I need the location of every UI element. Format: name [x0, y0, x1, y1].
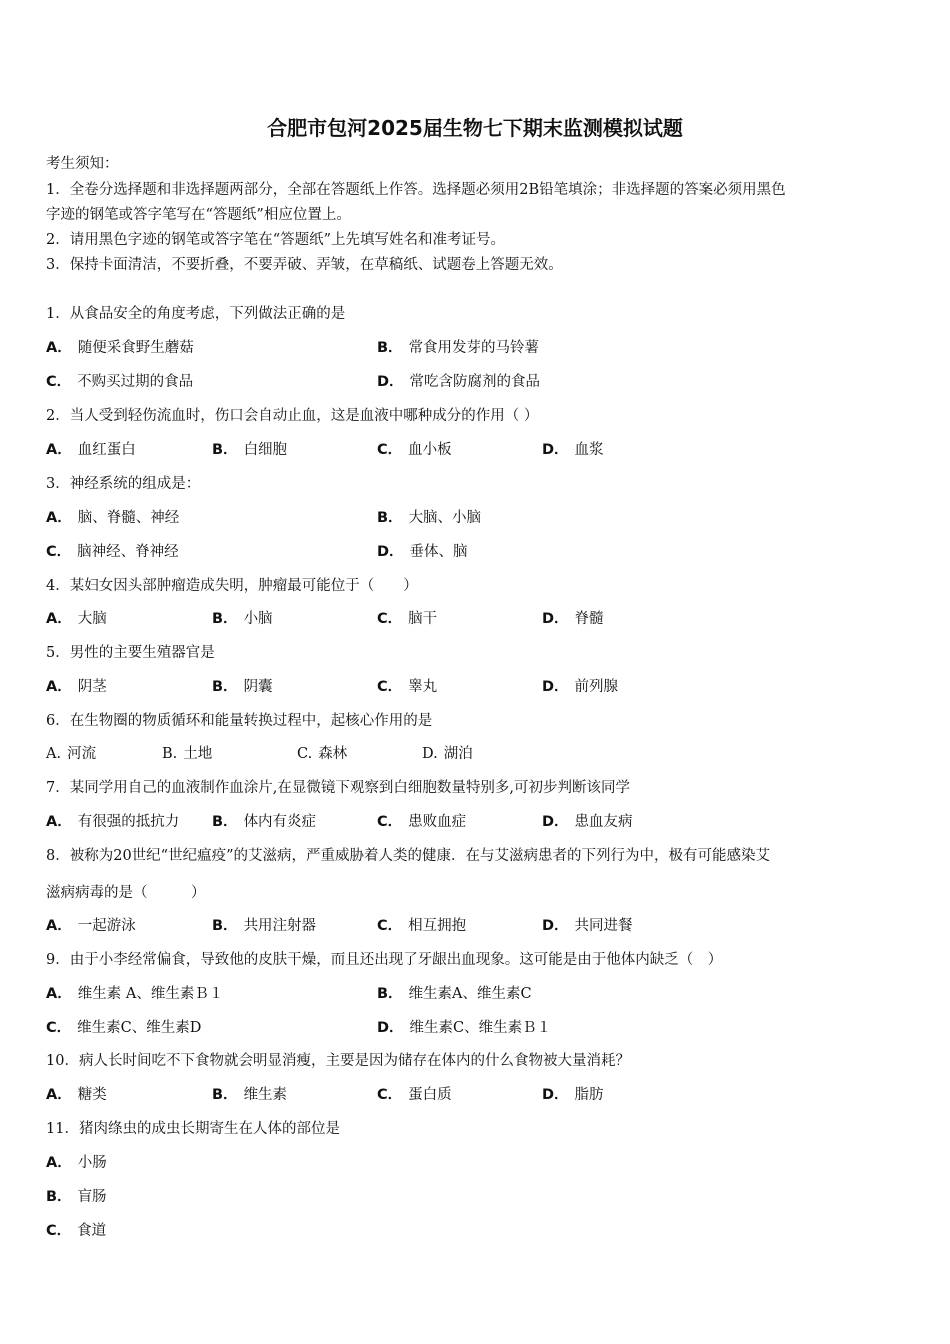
option[interactable] — [46, 370, 193, 391]
option-letter: A． — [46, 679, 72, 695]
option[interactable] — [542, 914, 633, 935]
option[interactable] — [377, 810, 466, 831]
question-stem: 9．由于小李经常偏食，导致他的皮肤干燥，而且还出现了牙龈出血现象。这可能是由于他体内缺乏（ ） — [46, 952, 723, 968]
option-text: 维生素A、维生素C — [408, 986, 532, 1002]
option[interactable] — [46, 1219, 106, 1240]
option-text: 脑、脊髓、神经 — [77, 510, 180, 526]
option[interactable] — [46, 810, 179, 831]
option[interactable] — [377, 506, 481, 527]
option[interactable] — [46, 540, 179, 561]
option[interactable] — [46, 438, 136, 459]
option[interactable] — [212, 607, 273, 628]
option[interactable] — [542, 675, 618, 696]
exam-title: 合肥市包河2025届生物七下期末监测模拟试题 — [267, 116, 683, 140]
option-text: 蛋白质 — [408, 1087, 452, 1103]
option-text: 随便采食野生蘑菇 — [77, 340, 194, 356]
option-letter: D． — [542, 918, 569, 934]
option-text: 患血友病 — [574, 814, 633, 830]
option-text: 食道 — [77, 1223, 107, 1239]
option-text: 血红蛋白 — [77, 442, 136, 458]
option-text: 大脑、小脑 — [408, 510, 482, 526]
question-stem: 5．男性的主要生殖器官是 — [46, 645, 215, 661]
option-text: 体内有炎症 — [243, 814, 317, 830]
option[interactable] — [46, 607, 107, 628]
option-letter: D． — [377, 374, 404, 390]
option-letter: C． — [377, 679, 403, 695]
option[interactable] — [377, 914, 466, 935]
option-text: 常吃含防腐剂的食品 — [409, 374, 541, 390]
option[interactable] — [377, 607, 437, 628]
option-letter: C． — [377, 814, 403, 830]
option-letter: D． — [377, 1020, 404, 1036]
option-text: 脑干 — [408, 611, 438, 627]
option[interactable] — [212, 810, 316, 831]
option-letter: B． — [212, 442, 238, 458]
option[interactable] — [212, 675, 273, 696]
option-text: 一起游泳 — [77, 918, 136, 934]
option-text: 盲肠 — [77, 1189, 107, 1205]
option-text: 白细胞 — [243, 442, 288, 458]
option-text: 前列腺 — [574, 679, 619, 695]
option-letter: C． — [377, 918, 403, 934]
option-text: 共用注射器 — [243, 918, 317, 934]
option-text: 患败血症 — [408, 814, 467, 830]
option-text: 大脑 — [77, 611, 107, 627]
option-letter: D． — [542, 442, 569, 458]
option-letter: B． — [377, 340, 403, 356]
option-text: 血浆 — [574, 442, 604, 458]
option-letter: B． — [212, 679, 238, 695]
option-text: 阴茎 — [77, 679, 107, 695]
option-letter: C． — [46, 544, 72, 560]
option[interactable] — [542, 607, 604, 628]
question-stem: 6．在生物圈的物质循环和能量转换过程中，起核心作用的是 — [46, 713, 433, 729]
option[interactable] — [377, 675, 437, 696]
option-letter: B． — [377, 510, 403, 526]
notice-heading: 考生须知： — [46, 156, 119, 172]
option-text: 维生素 — [243, 1087, 288, 1103]
option[interactable] — [212, 914, 316, 935]
option[interactable] — [377, 370, 540, 391]
option[interactable] — [297, 742, 347, 763]
option-letter: C． — [377, 442, 403, 458]
option[interactable] — [46, 1185, 107, 1206]
option-text: 常食用发芽的马铃薯 — [408, 340, 540, 356]
option-letter: B． — [377, 986, 403, 1002]
question-stem: 1．从食品安全的角度考虑，下列做法正确的是 — [46, 306, 346, 322]
option-letter: D． — [542, 814, 569, 830]
option-text: 相互拥抱 — [408, 918, 467, 934]
option-letter: A． — [46, 918, 72, 934]
option-text: 有很强的抵抗力 — [77, 814, 180, 830]
option-letter: A． — [46, 611, 72, 627]
option[interactable] — [46, 1016, 201, 1037]
option-letter: A． — [46, 510, 72, 526]
option-text: 维生素C、维生素D — [77, 1020, 202, 1036]
option-text: 糖类 — [77, 1087, 107, 1103]
option[interactable] — [377, 1016, 551, 1037]
option[interactable] — [377, 336, 539, 357]
option-letter: B． — [46, 1189, 72, 1205]
option[interactable] — [377, 1083, 452, 1104]
notice-item: 2．请用黑色字迹的钢笔或答字笔在“答题纸”上先填写姓名和准考证号。 — [46, 232, 506, 248]
notice-item: 3．保持卡面清洁，不要折叠，不要弄破、弄皱，在草稿纸、试题卷上答题无效。 — [46, 257, 563, 273]
option-letter: D． — [542, 679, 569, 695]
option-letter: C. — [297, 746, 313, 762]
option-letter: D． — [377, 544, 404, 560]
option[interactable] — [46, 1151, 107, 1172]
option-letter: A． — [46, 340, 72, 356]
option-letter: B. — [162, 746, 178, 762]
option-letter: B． — [212, 814, 238, 830]
option[interactable] — [46, 675, 107, 696]
option-letter: D. — [422, 746, 438, 762]
option[interactable] — [46, 742, 96, 763]
option-text: 小脑 — [243, 611, 273, 627]
option-letter: A． — [46, 986, 72, 1002]
question-stem: 4．某妇女因头部肿瘤造成失明，肿瘤最可能位于（ ） — [46, 578, 418, 594]
option[interactable] — [46, 914, 136, 935]
option-text: 脂肪 — [574, 1087, 604, 1103]
question-stem: 10．病人长时间吃不下食物就会明显消瘦，主要是因为储存在体内的什么食物被大量消耗？ — [46, 1053, 630, 1069]
question-stem: 3．神经系统的组成是： — [46, 476, 201, 492]
option-letter: C． — [46, 374, 72, 390]
option-letter: B． — [212, 918, 238, 934]
option[interactable] — [46, 336, 194, 357]
question-stem: 7．某同学用自己的血液制作血涂片,在显微镜下观察到白细胞数量特别多,可初步判断该同学 — [46, 780, 630, 796]
option-text: 阴囊 — [243, 679, 273, 695]
option-text: 小肠 — [77, 1155, 107, 1171]
option[interactable] — [46, 1083, 107, 1104]
question-stem: 8．被称为20世纪“世纪瘟疫”的艾滋病，严重威胁着人类的健康．在与艾滋病患者的下列行为中，极有可能感染艾 — [46, 848, 770, 864]
option-letter: A． — [46, 814, 72, 830]
notice-item: 字迹的钢笔或答字笔写在“答题纸”相应位置上。 — [46, 207, 351, 223]
option-text: 脑神经、脊神经 — [77, 544, 179, 560]
option-letter: A. — [46, 746, 62, 762]
question-stem-continued: 滋病病毒的是（ ） — [46, 885, 206, 901]
option-letter: A． — [46, 442, 72, 458]
option-letter: D． — [542, 611, 569, 627]
option-letter: C． — [377, 1087, 403, 1103]
option[interactable] — [377, 540, 468, 561]
option-text: 垂体、脑 — [409, 544, 468, 560]
option-text: 湖泊 — [443, 746, 473, 762]
option[interactable] — [212, 1083, 287, 1104]
option[interactable] — [422, 742, 473, 763]
option-text: 森林 — [318, 746, 348, 762]
option-text: 维生素 A、维生素Ｂ１ — [77, 986, 224, 1002]
option-letter: A． — [46, 1087, 72, 1103]
option-letter: C． — [46, 1223, 72, 1239]
option[interactable] — [542, 810, 633, 831]
option[interactable] — [377, 982, 532, 1003]
option-text: 河流 — [67, 746, 97, 762]
option-text: 土地 — [183, 746, 213, 762]
option[interactable] — [542, 438, 604, 459]
question-stem: 11．猪肉绦虫的成虫长期寄生在人体的部位是 — [46, 1121, 340, 1137]
option[interactable] — [377, 438, 452, 459]
option-text: 共同进餐 — [574, 918, 633, 934]
option-letter: D． — [542, 1087, 569, 1103]
option-letter: B． — [212, 1087, 238, 1103]
option[interactable] — [542, 1083, 604, 1104]
option-text: 不购买过期的食品 — [77, 374, 194, 390]
option-text: 血小板 — [408, 442, 452, 458]
option[interactable] — [46, 506, 179, 527]
notice-item: 1．全卷分选择题和非选择题两部分，全部在答题纸上作答。选择题必须用2B铅笔填涂；非选择题的答案必须用黑色 — [46, 182, 786, 198]
option-letter: A． — [46, 1155, 72, 1171]
option-text: 睾丸 — [408, 679, 438, 695]
question-stem: 2．当人受到轻伤流血时，伤口会自动止血，这是血液中哪种成分的作用（ ） — [46, 408, 539, 424]
option-text: 维生素C、维生素Ｂ１ — [409, 1020, 552, 1036]
option[interactable] — [46, 982, 223, 1003]
option-text: 脊髓 — [574, 611, 604, 627]
option-letter: B． — [212, 611, 238, 627]
option[interactable] — [212, 438, 287, 459]
option-letter: C． — [377, 611, 403, 627]
option-letter: C． — [46, 1020, 72, 1036]
option[interactable] — [162, 742, 212, 763]
